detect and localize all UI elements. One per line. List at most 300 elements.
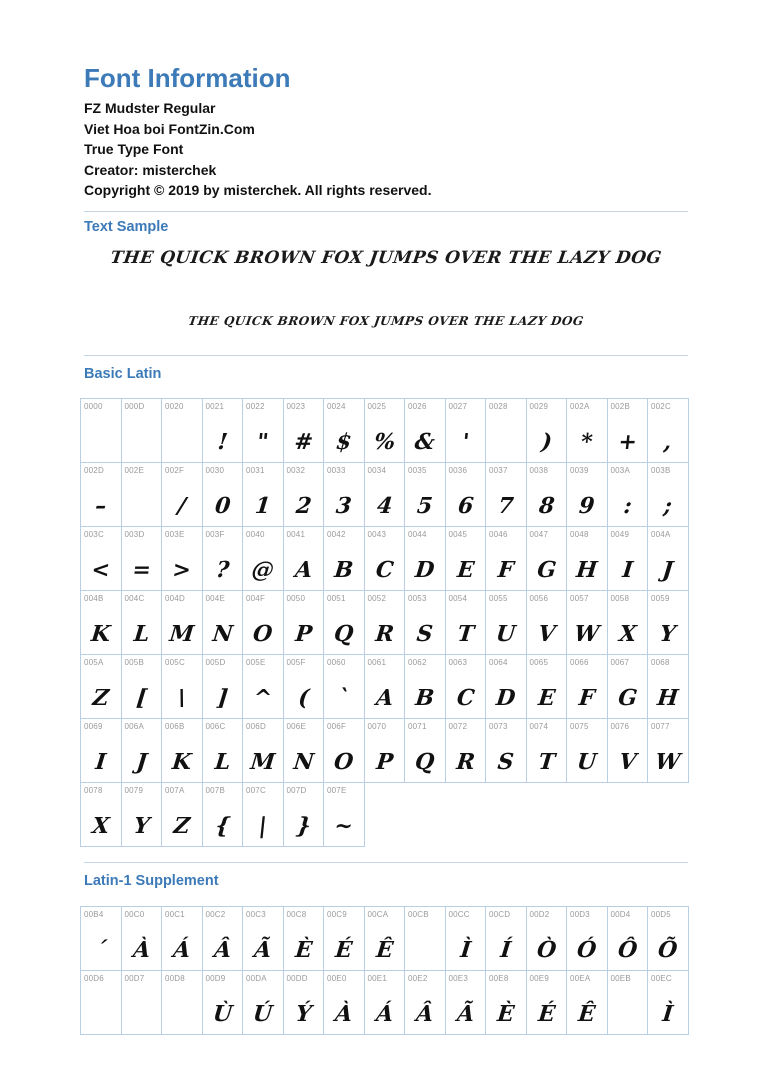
glyph-cell xyxy=(486,907,527,971)
glyph-codepoint: 0029 xyxy=(529,402,549,411)
glyph-preview: Y xyxy=(658,621,677,647)
glyph-preview: L xyxy=(213,749,232,775)
glyph-codepoint: 0032 xyxy=(286,466,306,475)
glyph-preview: È xyxy=(495,1001,516,1027)
glyph-cell xyxy=(324,463,365,527)
glyph-preview: 3 xyxy=(334,493,353,519)
glyph-preview: E xyxy=(536,685,557,711)
glyph-preview: I xyxy=(620,557,634,583)
glyph-codepoint: 00CB xyxy=(408,910,429,919)
glyph-cell xyxy=(526,527,567,591)
glyph-preview: 8 xyxy=(537,493,556,519)
page-title: Font Information xyxy=(84,63,291,93)
glyph-cell xyxy=(324,971,365,1035)
glyph-cell xyxy=(243,783,284,847)
font-information-block xyxy=(84,62,688,201)
glyph-cell xyxy=(486,399,527,463)
glyph-preview: Ê xyxy=(576,1001,597,1027)
glyph-cell xyxy=(324,399,365,463)
glyph-cell xyxy=(283,971,324,1035)
glyph-codepoint: 00C8 xyxy=(286,910,307,919)
glyph-preview: T xyxy=(536,749,556,775)
glyph-codepoint: 002C xyxy=(651,402,671,411)
glyph-preview: A xyxy=(374,685,395,711)
glyph-preview: U xyxy=(494,621,517,647)
glyph-cell xyxy=(445,463,486,527)
basic-latin-heading: Basic Latin xyxy=(84,366,162,382)
glyph-cell xyxy=(121,971,162,1035)
glyph-cell xyxy=(526,591,567,655)
glyph-cell xyxy=(364,971,405,1035)
glyph-cell xyxy=(283,907,324,971)
glyph-cell xyxy=(486,971,527,1035)
glyph-cell xyxy=(121,907,162,971)
glyph-preview: ] xyxy=(215,685,229,711)
glyph-codepoint: 0035 xyxy=(408,466,427,475)
glyph-preview: | xyxy=(257,813,269,839)
glyph-preview: Ã xyxy=(455,1001,476,1027)
glyph-preview: E xyxy=(455,557,476,583)
glyph-codepoint: 007A xyxy=(165,786,185,795)
glyph-codepoint: 0064 xyxy=(489,658,508,667)
glyph-cell xyxy=(648,719,689,783)
glyph-codepoint: 0041 xyxy=(286,530,306,539)
glyph-codepoint: 00D8 xyxy=(165,974,185,983)
glyph-cell xyxy=(405,591,446,655)
glyph-cell xyxy=(567,527,608,591)
glyph-preview: Â xyxy=(212,937,233,963)
glyph-cell xyxy=(243,591,284,655)
glyph-preview: D xyxy=(413,557,436,583)
glyph-preview: Ê xyxy=(374,937,395,963)
glyph-codepoint: 0052 xyxy=(367,594,387,603)
latin1-heading: Latin-1 Supplement xyxy=(84,873,219,889)
glyph-codepoint: 0061 xyxy=(367,658,387,667)
glyph-cell xyxy=(486,463,527,527)
glyph-cell xyxy=(607,463,648,527)
glyph-codepoint: 0038 xyxy=(529,466,549,475)
glyph-codepoint: 0034 xyxy=(367,466,387,475)
glyph-codepoint: 0070 xyxy=(367,722,387,731)
glyph-cell xyxy=(162,591,203,655)
glyph-cell xyxy=(526,655,567,719)
glyph-codepoint: 0028 xyxy=(489,402,508,411)
glyph-codepoint: 007E xyxy=(327,786,347,795)
glyph-row xyxy=(81,399,689,463)
glyph-codepoint: 0078 xyxy=(84,786,103,795)
glyph-codepoint: 0075 xyxy=(570,722,589,731)
glyph-preview: R xyxy=(373,621,395,647)
glyph-preview: " xyxy=(255,429,270,455)
glyph-codepoint: 0025 xyxy=(367,402,387,411)
glyph-cell xyxy=(81,719,122,783)
glyph-preview: Í xyxy=(499,937,513,963)
glyph-codepoint: 004F xyxy=(246,594,266,603)
glyph-cell xyxy=(243,655,284,719)
glyph-codepoint: 0021 xyxy=(205,402,225,411)
glyph-cell xyxy=(607,655,648,719)
glyph-preview: É xyxy=(333,937,354,963)
glyph-preview: Â xyxy=(414,1001,435,1027)
glyph-cell xyxy=(526,971,567,1035)
glyph-codepoint: 0054 xyxy=(448,594,468,603)
glyph-preview: M xyxy=(249,749,277,775)
glyph-codepoint: 00D2 xyxy=(529,910,550,919)
glyph-cell xyxy=(243,463,284,527)
glyph-codepoint: 0072 xyxy=(448,722,468,731)
glyph-cell xyxy=(202,907,243,971)
glyph-codepoint: 0042 xyxy=(327,530,346,539)
glyph-preview: S xyxy=(496,749,516,775)
glyph-codepoint: 0055 xyxy=(489,594,508,603)
glyph-cell xyxy=(121,719,162,783)
glyph-preview: H xyxy=(655,685,680,711)
glyph-preview: Ì xyxy=(661,1001,675,1027)
glyph-preview: Á xyxy=(374,1001,395,1027)
glyph-preview: P xyxy=(293,621,313,647)
glyph-cell xyxy=(202,783,243,847)
glyph-codepoint: 0031 xyxy=(246,466,265,475)
glyph-codepoint: 0030 xyxy=(205,466,225,475)
glyph-cell xyxy=(567,655,608,719)
glyph-preview: Õ xyxy=(656,937,679,963)
glyph-codepoint: 0079 xyxy=(124,786,144,795)
glyph-cell xyxy=(445,655,486,719)
glyph-codepoint: 0066 xyxy=(570,658,589,667)
glyph-codepoint: 0045 xyxy=(448,530,468,539)
glyph-cell xyxy=(445,971,486,1035)
glyph-cell xyxy=(121,463,162,527)
glyph-preview: Ô xyxy=(616,937,639,963)
glyph-cell xyxy=(243,719,284,783)
glyph-codepoint: 00CC xyxy=(448,910,470,919)
glyph-cell xyxy=(202,719,243,783)
glyph-codepoint: 005F xyxy=(286,658,306,667)
glyph-cell xyxy=(648,591,689,655)
glyph-codepoint: 005D xyxy=(205,658,226,667)
glyph-codepoint: 00E0 xyxy=(327,974,347,983)
glyph-preview: G xyxy=(616,685,639,711)
empty-cell xyxy=(567,783,608,847)
glyph-cell xyxy=(162,463,203,527)
glyph-cell xyxy=(648,463,689,527)
glyph-codepoint: 0065 xyxy=(529,658,549,667)
glyph-codepoint: 0058 xyxy=(610,594,630,603)
glyph-preview: U xyxy=(575,749,598,775)
glyph-cell xyxy=(283,591,324,655)
glyph-cell xyxy=(162,907,203,971)
glyph-codepoint: 00C1 xyxy=(165,910,185,919)
glyph-cell xyxy=(607,719,648,783)
glyph-cell xyxy=(121,527,162,591)
empty-cell xyxy=(405,783,446,847)
glyph-codepoint: 0020 xyxy=(165,402,184,411)
glyph-codepoint: 002E xyxy=(124,466,144,475)
glyph-preview: È xyxy=(293,937,314,963)
glyph-codepoint: 0059 xyxy=(651,594,670,603)
glyph-preview: X xyxy=(90,813,111,839)
glyph-cell xyxy=(486,719,527,783)
glyph-codepoint: 004B xyxy=(84,594,104,603)
glyph-preview: @ xyxy=(250,557,276,583)
glyph-codepoint: 00C0 xyxy=(124,910,145,919)
empty-cell xyxy=(526,783,567,847)
glyph-preview: ~ xyxy=(333,813,355,839)
glyph-preview: B xyxy=(414,685,436,711)
glyph-preview: Ì xyxy=(458,937,472,963)
glyph-codepoint: 006C xyxy=(205,722,226,731)
glyph-cell xyxy=(567,971,608,1035)
glyph-preview: T xyxy=(455,621,475,647)
glyph-row xyxy=(81,783,689,847)
glyph-codepoint: 005C xyxy=(165,658,185,667)
glyph-codepoint: 0073 xyxy=(489,722,508,731)
glyph-preview: $ xyxy=(334,429,353,455)
glyph-row xyxy=(81,527,689,591)
glyph-preview: V xyxy=(536,621,557,647)
glyph-cell xyxy=(567,719,608,783)
empty-cell xyxy=(445,783,486,847)
glyph-codepoint: 00DA xyxy=(246,974,267,983)
glyph-preview: ' xyxy=(460,429,470,455)
glyph-codepoint: 0067 xyxy=(610,658,630,667)
glyph-cell xyxy=(648,907,689,971)
glyph-cell xyxy=(324,783,365,847)
glyph-preview: Z xyxy=(91,685,111,711)
glyph-codepoint: 00D5 xyxy=(651,910,671,919)
glyph-cell xyxy=(405,399,446,463)
glyph-preview: [ xyxy=(134,685,148,711)
glyph-cell xyxy=(405,655,446,719)
glyph-preview: B xyxy=(333,557,355,583)
empty-cell xyxy=(486,783,527,847)
glyph-preview: > xyxy=(171,557,193,583)
glyph-preview: + xyxy=(616,429,638,455)
glyph-codepoint: 0068 xyxy=(651,658,670,667)
glyph-codepoint: 0039 xyxy=(570,466,589,475)
glyph-codepoint: 0051 xyxy=(327,594,346,603)
glyph-preview: / xyxy=(176,493,188,519)
font-name: FZ Mudster Regular xyxy=(84,100,216,116)
glyph-cell xyxy=(243,907,284,971)
glyph-preview: Y xyxy=(132,813,151,839)
glyph-codepoint: 0056 xyxy=(529,594,549,603)
glyph-codepoint: 0033 xyxy=(327,466,346,475)
glyph-codepoint: 0063 xyxy=(448,658,468,667)
glyph-preview: V xyxy=(617,749,638,775)
glyph-cell xyxy=(243,527,284,591)
glyph-cell xyxy=(81,463,122,527)
glyph-preview: N xyxy=(291,749,315,775)
glyph-codepoint: 006B xyxy=(165,722,185,731)
glyph-preview: G xyxy=(535,557,558,583)
glyph-preview: ; xyxy=(662,493,674,519)
glyph-preview: A xyxy=(293,557,314,583)
glyph-preview: X xyxy=(617,621,638,647)
text-sample-heading: Text Sample xyxy=(84,219,169,235)
glyph-cell xyxy=(364,399,405,463)
glyph-cell xyxy=(121,591,162,655)
glyph-cell xyxy=(405,527,446,591)
glyph-codepoint: 0057 xyxy=(570,594,589,603)
glyph-preview: : xyxy=(621,493,633,519)
glyph-codepoint: 0027 xyxy=(448,402,468,411)
glyph-codepoint: 004D xyxy=(165,594,185,603)
glyph-preview: S xyxy=(415,621,435,647)
glyph-codepoint: 00C9 xyxy=(327,910,347,919)
glyph-preview: W xyxy=(654,749,682,775)
section-divider xyxy=(84,862,688,863)
glyph-preview: Ú xyxy=(251,1001,274,1027)
glyph-preview: 2 xyxy=(294,493,313,519)
glyph-cell xyxy=(324,591,365,655)
glyph-preview: * xyxy=(579,429,594,455)
glyph-codepoint: 0037 xyxy=(489,466,508,475)
glyph-row xyxy=(81,655,689,719)
glyph-cell xyxy=(283,783,324,847)
glyph-preview: K xyxy=(89,621,112,647)
glyph-cell xyxy=(648,971,689,1035)
glyph-preview: É xyxy=(536,1001,557,1027)
glyph-preview: Z xyxy=(172,813,192,839)
glyph-cell xyxy=(121,399,162,463)
glyph-preview: H xyxy=(574,557,599,583)
glyph-preview: ) xyxy=(539,429,553,455)
glyph-preview: I xyxy=(94,749,108,775)
glyph-cell xyxy=(607,399,648,463)
text-sample-large: THE QUICK BROWN FOX JUMPS OVER THE LAZY DOG xyxy=(109,248,663,268)
glyph-row xyxy=(81,907,689,971)
glyph-cell xyxy=(364,591,405,655)
glyph-preview: Ò xyxy=(535,937,558,963)
glyph-preview: , xyxy=(662,429,673,455)
glyph-codepoint: 000D xyxy=(124,402,145,411)
glyph-cell xyxy=(526,907,567,971)
glyph-preview: 6 xyxy=(456,493,475,519)
glyph-codepoint: 0069 xyxy=(84,722,103,731)
glyph-codepoint: 0053 xyxy=(408,594,427,603)
glyph-cell xyxy=(364,527,405,591)
glyph-codepoint: 0071 xyxy=(408,722,427,731)
glyph-preview: M xyxy=(168,621,196,647)
glyph-codepoint: 0026 xyxy=(408,402,427,411)
glyph-cell xyxy=(405,971,446,1035)
glyph-codepoint: 0077 xyxy=(651,722,670,731)
glyph-preview: Ý xyxy=(294,1001,313,1027)
font-copyright: Copyright © 2019 by misterchek. All rights reserved. xyxy=(84,182,432,198)
glyph-codepoint: 003F xyxy=(205,530,225,539)
glyph-codepoint: 0076 xyxy=(610,722,630,731)
glyph-codepoint: 0036 xyxy=(448,466,468,475)
glyph-preview: % xyxy=(372,429,397,455)
glyph-codepoint: 00B4 xyxy=(84,910,104,919)
glyph-codepoint: 00C3 xyxy=(246,910,266,919)
empty-cell xyxy=(607,783,648,847)
glyph-cell xyxy=(81,591,122,655)
glyph-cell xyxy=(607,971,648,1035)
glyph-codepoint: 0050 xyxy=(286,594,306,603)
glyph-cell xyxy=(243,971,284,1035)
glyph-codepoint: 0049 xyxy=(610,530,630,539)
glyph-codepoint: 006E xyxy=(286,722,306,731)
glyph-cell xyxy=(445,907,486,971)
glyph-cell xyxy=(405,719,446,783)
glyph-cell xyxy=(162,655,203,719)
glyph-cell xyxy=(202,463,243,527)
glyph-preview: = xyxy=(130,557,152,583)
glyph-codepoint: 00CA xyxy=(367,910,389,919)
glyph-cell xyxy=(405,907,446,971)
glyph-cell xyxy=(81,971,122,1035)
glyph-preview: \ xyxy=(176,685,188,711)
glyph-preview: – xyxy=(93,493,108,519)
glyph-codepoint: 0040 xyxy=(246,530,265,539)
glyph-cell xyxy=(607,527,648,591)
glyph-cell xyxy=(162,527,203,591)
glyph-cell xyxy=(364,907,405,971)
text-sample-small: THE QUICK BROWN FOX JUMPS OVER THE LAZY DOG xyxy=(187,314,585,328)
glyph-preview: Ã xyxy=(252,937,273,963)
glyph-cell xyxy=(81,655,122,719)
glyph-codepoint: 00D3 xyxy=(570,910,590,919)
glyph-preview: P xyxy=(374,749,394,775)
glyph-codepoint: 007B xyxy=(205,786,225,795)
glyph-cell xyxy=(648,655,689,719)
glyph-preview: ! xyxy=(216,429,229,455)
glyph-codepoint: 004A xyxy=(651,530,671,539)
glyph-codepoint: 00E8 xyxy=(489,974,509,983)
glyph-preview: 0 xyxy=(213,493,232,519)
empty-cell xyxy=(648,783,689,847)
glyph-cell xyxy=(202,655,243,719)
glyph-cell xyxy=(202,971,243,1035)
glyph-codepoint: 00EB xyxy=(610,974,631,983)
glyph-codepoint: 006D xyxy=(246,722,266,731)
glyph-codepoint: 007D xyxy=(286,786,307,795)
glyph-codepoint: 003B xyxy=(651,466,671,475)
glyph-cell xyxy=(486,591,527,655)
glyph-codepoint: 002F xyxy=(165,466,185,475)
glyph-cell xyxy=(283,527,324,591)
glyph-preview: ( xyxy=(296,685,310,711)
glyph-preview: C xyxy=(374,557,395,583)
glyph-preview: ? xyxy=(214,557,231,583)
glyph-preview: { xyxy=(213,813,231,839)
glyph-cell xyxy=(324,527,365,591)
glyph-cell xyxy=(324,655,365,719)
glyph-cell xyxy=(526,399,567,463)
glyph-codepoint: 0047 xyxy=(529,530,549,539)
glyph-cell xyxy=(121,655,162,719)
glyph-codepoint: 004C xyxy=(124,594,145,603)
font-type: True Type Font xyxy=(84,141,184,157)
glyph-codepoint: 00D7 xyxy=(124,974,145,983)
glyph-codepoint: 002A xyxy=(570,402,590,411)
glyph-preview: F xyxy=(496,557,515,583)
glyph-codepoint: 00CD xyxy=(489,910,511,919)
glyph-preview: < xyxy=(90,557,112,583)
glyph-cell xyxy=(445,591,486,655)
glyph-codepoint: 00EA xyxy=(570,974,591,983)
glyph-row xyxy=(81,591,689,655)
glyph-codepoint: 00E3 xyxy=(448,974,468,983)
glyph-codepoint: 004E xyxy=(205,594,225,603)
glyph-codepoint: 003D xyxy=(124,530,145,539)
glyph-cell xyxy=(202,399,243,463)
glyph-codepoint: 00E2 xyxy=(408,974,428,983)
glyph-cell xyxy=(162,399,203,463)
glyph-cell xyxy=(162,719,203,783)
